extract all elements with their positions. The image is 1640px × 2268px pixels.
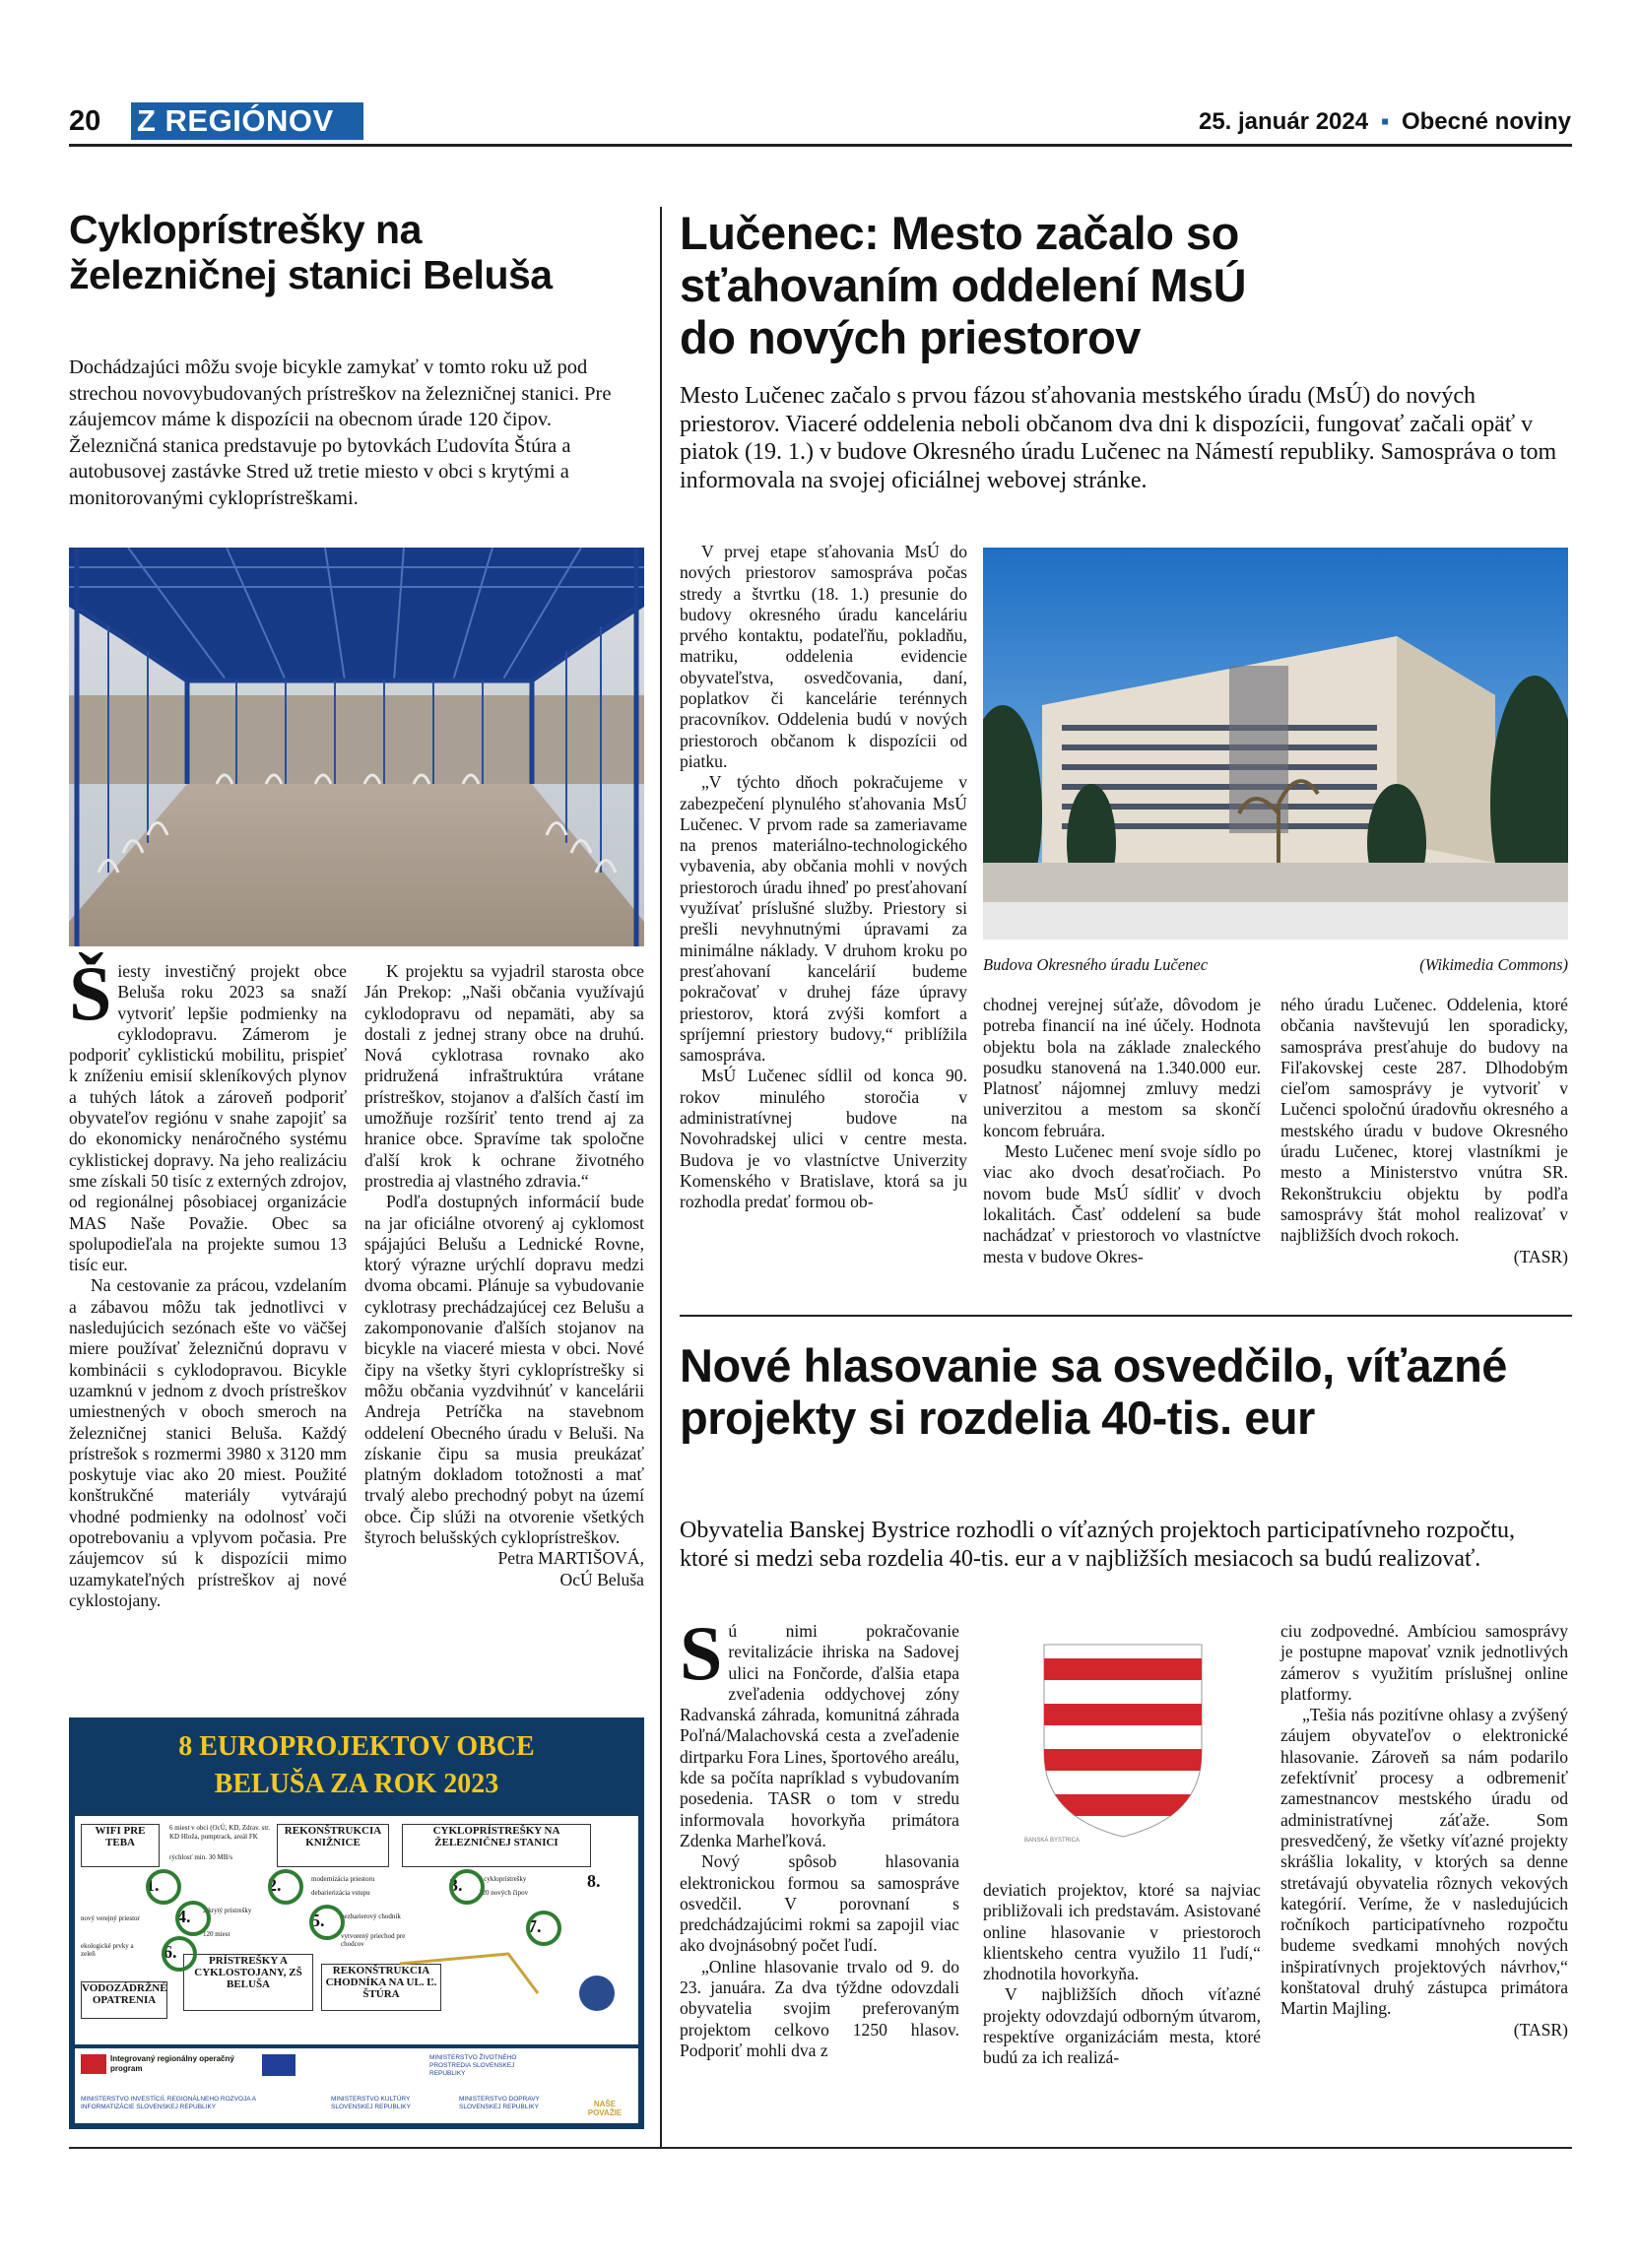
ad-note: modernizácia priestoru [311, 1875, 375, 1883]
photo-credit: (Wikimedia Commons) [1419, 955, 1568, 974]
ad-note: 2 krytý prístrešky [203, 1907, 252, 1914]
article3-paragraph: V najbližších dňoch víťazné projekty odovzdajú odborným útvarom, respektíve organizáciám mesta, ktoré budú za ich realizá- [983, 1984, 1261, 2068]
header-dateline [1199, 108, 1571, 136]
ad-number: 3. [449, 1875, 463, 1895]
ad-number: 7. [528, 1916, 542, 1936]
ad-panel [75, 1816, 638, 2044]
ad-map-illustration [75, 1816, 638, 2044]
ad-note: 6 miest v obci (OcÚ, KD, Zdrav. str. KD Hloža, pumptrack, areál FK [169, 1824, 270, 1841]
article1-title: Cykloprístrešky na železničnej stanici Beluša [69, 207, 553, 297]
ad-box-shelters: CYKLOPRÍSTREŠKY NA ŽELEZNIČNEJ STANICI [402, 1824, 591, 1867]
publication-name: Obecné noviny [1401, 108, 1571, 135]
author-organization: OcÚ Beluša [559, 1569, 644, 1589]
article2-title: Lučenec: Mesto začalo so sťahovaním oddelení MsÚ do nových priestorov [680, 207, 1247, 363]
bike-shelter-illustration [69, 548, 644, 946]
ad-box-library: REKONŠTRUKCIA KNIŽNICE [277, 1824, 389, 1867]
article3-lead: Obyvatelia Banskej Bystrice rozhodli o víťazných projektoch participatívneho rozpočtu, ktoré si medzi seba rozdelia 40-tis. eur a v najbližších mesiacoch sa budú realizovať. [680, 1518, 1515, 1572]
article2-paragraph: MsÚ Lučenec sídlil od konca 90. rokov minulého storočia v administratívnej budove na Novohradskej ulici v centre mesta. Budova je vo vlastníctve Univerzity Komenského v Bratislave, ktorá sa ju rozhodla predať formou ob- [680, 1066, 967, 1212]
office-building-photo [983, 548, 1568, 940]
ad-footer-text: Integrovaný regionálny operačný program [110, 2054, 234, 2073]
article1-column-1 [69, 950, 347, 1611]
ad-footer-text: NAŠE POVAŽIE [587, 2100, 623, 2117]
ad-number: 1. [146, 1875, 160, 1895]
ad-number: 8. [587, 1871, 601, 1891]
article1-paragraph: K projektu sa vyjadril starosta obce Ján Prekop: „Naši občania využívajú cyklodopravu od nepamäti, aby sa dostali z jednej strany obce na druhú. Nová cyklotrasa rovnako ako pridružená infraštruktúra vrátane prístreškov, stojanov a ďalších častí im umožňuje rozšíriť tento trend aj za hranice obce. Spravíme tak spoločne ďalší krok k ochrane životného prostredia aj vlastného zdravia.“ [364, 961, 644, 1191]
ad-note: debarierizácia vstupu [311, 1889, 370, 1897]
separator-dot: ▪ [1380, 108, 1390, 135]
ad-note: rýchlosť min. 30 MB/s [169, 1853, 233, 1861]
article3-source: (TASR) [1513, 2019, 1568, 2040]
article2-source: (TASR) [1513, 1246, 1568, 1266]
ad-footer-text: MINISTERSTVO KULTÚRY SLOVENSKEJ REPUBLIKY [331, 2096, 411, 2110]
article2-column-3 [1280, 995, 1568, 1267]
footer-rule [69, 2147, 1572, 2149]
ad-note: vytvorený priechod pre chodcov [341, 1932, 406, 1948]
article2-paragraph: „V týchto dňoch pokračujeme v zabezpečení plynulého sťahovania MsÚ Lučenec. V prvom rade sa zameriavame na prenos materiálno-technologického vybavenia, aby občania mohli v nových priestoroch úradu ihneď po presťahovaní využívať príslušné služby. Priestory si prešli nevyhnutnými úpravami za minimálne náklady. V druhom kroku po presťahovaní kancelárií budeme pokračovať v druhej fáze úpravy priestorov, ktorá zvýši komfort a spríjemní priestory budovy,“ priblížila samospráva. [680, 772, 967, 1066]
article2-paragraph: Mesto Lučenec mení svoje sídlo po viac ako dvoch desaťročiach. Po novom bude MsÚ sídliť v dvoch lokalitách. Časť oddelení sa bude nachádzať v priestoroch vo vlastníctve mesta v budove Okres- [983, 1141, 1261, 1266]
ad-box-wifi: WIFI PRE TEBA [81, 1824, 160, 1867]
column-divider [660, 207, 662, 2147]
ad-note: ekologické prvky a zeleň [81, 1942, 134, 1958]
ad-title-line-2: BELUŠA ZA ROK 2023 [214, 1769, 499, 1799]
article3-paragraph-text: ú nimi pokračovanie revitalizácie ihriska na Sadovej ulici na Fončorde, ďalšia etapa zveľadenia oddychovej zóny Radvanská záhrada, komunitná záhrada Poľná/Malachovská cesta a zveľadenie dirtparku Fora Lines, športového areálu, kde sa počíta napríklad s vybudovaním posedenia. TASR o tom v stredu informovala hovorkyňa primátora Zdenka Marheľková. [680, 1621, 959, 1850]
ad-note: 120 miest [203, 1930, 230, 1938]
article1-paragraph: Na cestovanie za prácou, vzdelaním a zábavou môžu tak jednotlivci v nasledujúcich sezónach ešte vo väčšej miere používať železničnú dopravu v kombinácii s cyklodopravou. Bicykle uzamknú v jednom z dvoch prístreškov umiestnených v oboch smeroch na železničnej stanici Beluša. Každý prístrešok s rozmermi 3980 x 3120 mm poskytuje viac ako 20 miest. Použité konštrukčné materiály vytvárajú vhodné podmienky na odolnosť voči opotrebovaniu a vplyvom počasia. Pre záujemcov sú k dispozícii mimo uzamykateľných prístreškov aj nové cyklostojany. [69, 1275, 347, 1610]
article3-paragraph: „Tešia nás pozitívne ohlasy a zvýšený záujem obyvateľov o elektronické hlasovanie. Zároveň sa nám podarilo zefektívniť procesy a odbremeniť zamestnancov mestského úradu od administratívnej záťaže. Som presvedčený, že všetky víťazné projekty skrášlia lokality, v ktorých sa denne stretávajú obyvatelia rôznych vekových kategórií. Veríme, že v nasledujúcich ročníkoch participatívneho rozpočtu budeme svedkami mnohých nových inšpiratívnych projektových návrhov,“ konštatoval druhý zástupca primátora Martin Majling. [1280, 1705, 1568, 2019]
article3-column-2 [983, 1880, 1261, 2069]
article2-lead: Mesto Lučenec začalo s prvou fázou sťahovania mestského úradu (MsÚ) do nových priestorov. Viaceré oddelenia neboli občanom dva dni k dispozícii, fungovať začali opäť v piatok (19. 1.) v budove Okresného úradu Lučenec na Námestí republiky. Samospráva o tom informovala na svojej oficiálnej webovej stránke. [680, 383, 1557, 493]
article3-paragraph [680, 1610, 959, 1851]
issue-date: 25. január 2024 [1198, 108, 1369, 135]
europrojects-ad [69, 1717, 644, 2129]
crest-label: BANSKÁ BYSTRICA [1024, 1838, 1081, 1844]
article3-paragraph: deviatich projektov, ktoré sa najviac približovali ich predstavám. Asistované online hlasovanie v priestoroch klientskeho centra využilo 11 ľudí,“ zhodnotila hovorkyňa. [983, 1880, 1261, 1984]
author-name: Petra MARTIŠOVÁ, [497, 1548, 644, 1569]
ad-note: bezbarierový chodník [341, 1912, 401, 1920]
ad-box-sidewalk: REKONŠTRUKCIA CHODNÍKA NA UL. Ľ. ŠTÚRA [321, 1964, 441, 2011]
irop-logo [81, 2054, 106, 2074]
ad-number: 6. [164, 1942, 177, 1962]
ad-footer-text: MINISTERSTVO DOPRAVY SLOVENSKEJ REPUBLIKY [459, 2096, 540, 2110]
eu-flag-icon [262, 2054, 295, 2076]
ad-box-water: VODOZÁDRŽNÉ OPATRENIA [81, 1981, 167, 2019]
article2-paragraph: ného úradu Lučenec. Oddelenia, ktoré občania navštevujú len sporadicky, samospráva presťahuje do budovy na Fiľakovskej ceste 287. Dlhodobým cieľom samosprávy je vytvoriť v Lučenci spoločnú úradovňu okresného a mestského úradu v budove Okresného úradu Lučenec, ktorej vlastníkmi je mesto a Ministerstvo vnútra SR. Rekonštrukciu objektu by podľa samosprávy štát mohol realizovať v najbližších dvoch rokoch. [1280, 995, 1568, 1246]
ad-note: nový verejný priestor [81, 1914, 140, 1922]
section-divider [680, 1315, 1572, 1317]
ad-footer [75, 2048, 638, 2123]
article2-column-1 [680, 542, 967, 1213]
ad-note: 120 nových čipov [479, 1889, 529, 1897]
header-rule [69, 144, 1572, 147]
article3-column-3 [1280, 1621, 1568, 2041]
crest-icon [1024, 1635, 1221, 1849]
ad-number: 2. [268, 1875, 282, 1895]
dropcap: Š [69, 950, 112, 1036]
article3-paragraph: „Online hlasovanie trvalo od 9. do 23. januára. Za dva týždne odovzdali obyvatelia svojim preferovaným projektom celkovo 1250 hlasov. Podporiť mohli dva z [680, 1956, 959, 2060]
ad-title-line-1: 8 EUROPROJEKTOV OBCE [178, 1731, 535, 1762]
article2-paragraph: chodnej verejnej súťaže, dôvodom je potreba financií na iné účely. Hodnota objektu bola na základe znaleckého posudku stanovená na 1.340.000 eur. Platnosť nájomnej zmluvy medzi univerzitou a mestom sa skončí koncom februára. [983, 995, 1261, 1140]
article1-paragraph: Podľa dostupných informácií bude na jar oficiálne otvorený aj cyklomost spájajúci Belušu a Lednické Rovne, ktorý výrazne urýchlí dopravu medzi dvoma obcami. Plánuje sa vybudovanie cyklotrasy prechádzajúcej cez Belušu a zakomponovanie ďalších stojanov na bicykle na viaceré miesta v obci. Nové čipy na všetky štyri cykloprístrešky si môžu občania vyzdvihnúť v kancelárii Andreja Petríčka na stavebnom oddelení Obecného úradu v Beluši. Na získanie čipu sa musia preukázať platným dokladom totožnosti a mať trvalý alebo prechodný pobyt na území obce. Čip slúži na otvorenie všetkých štyroch belušských cykloprístreškov. [364, 1192, 644, 1548]
office-building-illustration [983, 548, 1568, 940]
article2-column-2 [983, 995, 1261, 1267]
article3-paragraph: Nový spôsob hlasovania elektronickou formou sa samospráve osvedčil. V porovnaní s predchádzajúcimi rokmi sa zapojil viac ako dvojnásobný počet ľudí. [680, 1851, 959, 1956]
banska-bystrica-crest [1024, 1635, 1221, 1849]
dropcap: S [680, 1610, 723, 1696]
article3-paragraph: ciu zodpovedné. Ambíciou samosprávy je postupne mapovať vznik jednotlivých zámerov s využitím príslušnej online platformy. [1280, 1621, 1568, 1704]
ad-note: 2 cykloprístrešky [479, 1875, 527, 1883]
ad-number: 4. [177, 1907, 191, 1926]
article1-column-2 [364, 961, 644, 1590]
ad-number: 5. [311, 1911, 325, 1930]
section-label: Z REGIÓNOV [131, 102, 363, 140]
bike-shelter-photo [69, 548, 644, 946]
article1-lead: Dochádzajúci môžu svoje bicykle zamykať v tomto roku už pod strechou novovybudovaných prístreškov na železničnej stanici. Pre záujemcov máme k dispozícii na obecnom úrade 120 čipov. Železničná stanica predstavuje po bytovkách Ľudovíta Štúra a autobusovej zastávke Stred už tretie miesto v obci s krytými a monitorovanými cykloprístreškami. [69, 356, 612, 509]
article1-paragraph-text: iesty investičný projekt obce Beluša roku 2023 sa snaží vytvoriť lepšie podmienky na cyklodopravu. Zámerom je podporiť cyklistickú mobilitu, prispieť k zníženiu emisií skleníkových plynov a tuhých látok a zároveň podporiť obyvateľov regiónu v snahe zapojiť sa do ekonomicky nenáročného systému cyklistickej dopravy. Na jeho realizáciu sme získali 50 tisíc z externých zdrojov, od regionálnej pôsobiacej organizácie MAS Naše Považie. Obec sa spolupodieľala na projekte sumou 13 tisíc eur. [69, 961, 347, 1275]
article2-paragraph: V prvej etape sťahovania MsÚ do nových priestorov samospráva počas stredy a štvrtku (18. 1.) presunie do budovy okresného úradu kanceláriu prvého kontaktu, podateľňu, pokladňu, matriku, oddelenia evidencie obyvateľstva, osvedčovania, daní, poplatkov či kancelárie terénnych pracovníkov. Oddelenia budú v nových priestoroch občanom k dispozícii od piatku. [680, 542, 967, 771]
ad-footer-text: MINISTERSTVO INVESTÍCIÍ, REGIONÁLNEHO ROZVOJA A INFORMATIZÁCIE SLOVENSKEJ REPUBLIKY [81, 2096, 256, 2110]
ad-box-school: PRÍSTREŠKY A CYKLOSTOJANY, ZŠ BELUŠA [183, 1954, 313, 2011]
page-number: 20 [69, 105, 101, 137]
article1-paragraph [69, 950, 347, 1275]
article3-column-1 [680, 1610, 959, 2061]
photo-caption: Budova Okresného úradu Lučenec [983, 955, 1209, 974]
article3-title: Nové hlasovanie sa osvedčilo, víťazné projekty si rozdelia 40-tis. eur [680, 1339, 1507, 1444]
ad-footer-text: MINISTERSTVO ŽIVOTNÉHO PROSTREDIA SLOVENSKEJ REPUBLIKY [429, 2054, 517, 2077]
